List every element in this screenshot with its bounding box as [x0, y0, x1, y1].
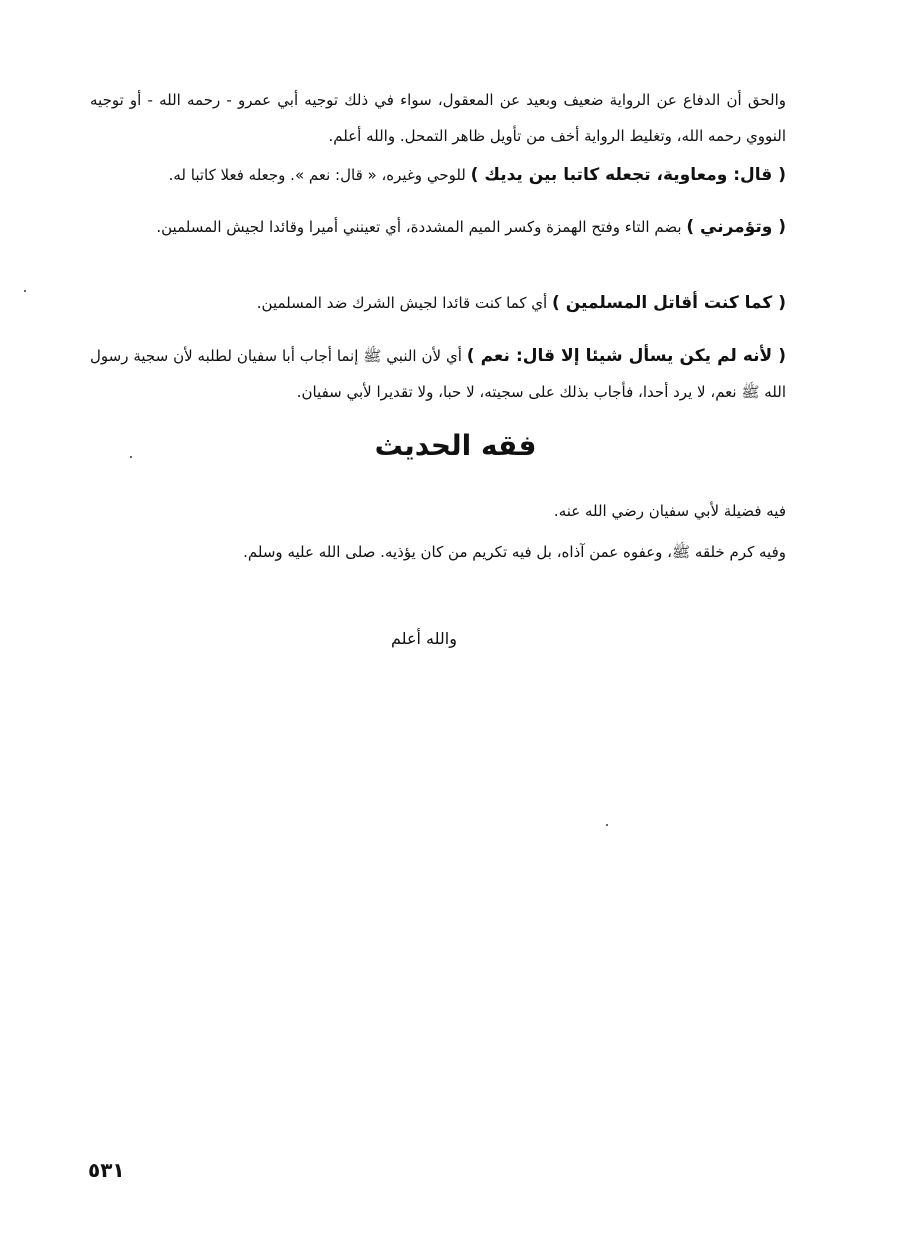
section-heading: فقه الحديث [374, 429, 537, 462]
commentary-line-2: الله - أو توجيه النووي رحمه الله، وتغليط الرواية أخف من تأويل ظاهر التمحل. والله أعلم. [90, 91, 786, 145]
commentary-paragraph-4 [90, 285, 786, 321]
commentary-paragraph-3 [90, 209, 786, 245]
commentary-text: للوحي وغيره، « قال: نعم ». وجعله فعلا كاتبا له. [168, 166, 466, 184]
commentary-line-1: والحق أن الدفاع عن الرواية ضعيف وبعيد عن المعقول، سواء في ذلك توجيه أبي عمرو - رحمه [187, 91, 786, 109]
closing-phrase: والله أعلم [391, 629, 457, 648]
scan-speck [130, 456, 132, 458]
commentary-paragraph-1 [90, 82, 786, 154]
commentary-paragraph-5 [90, 338, 786, 410]
fiqh-point-2: وفيه كرم خلقه ﷺ، وعفوه عمن آذاه، بل فيه تكريم من كان يؤذيه. صلى الله عليه وسلم. [243, 543, 786, 561]
hadith-quote: ( قال: ومعاوية، تجعله كاتبا بين يديك ) [470, 165, 786, 185]
hadith-quote: ( كما كنت أقاتل المسلمين ) [552, 293, 786, 313]
page-number: ٥٣١ [88, 1158, 125, 1182]
commentary-text: بضم التاء وفتح الهمزة وكسر الميم المشددة، أي تعينني أميرا وقائدا لجيش المسلمين. [156, 218, 682, 236]
commentary-text: أي كما كنت قائدا لجيش الشرك ضد المسلمين. [256, 294, 548, 312]
scan-speck [606, 824, 608, 826]
scan-speck [24, 290, 26, 292]
commentary-paragraph-2 [90, 157, 786, 193]
commentary-text: أي لأن النبي ﷺ إنما أجاب أبا سفيان لطلبه لأن سجية رسول الله ﷺ نعم، لا يرد أحدا، فأجاب بذلك على سجيته، لا حبا، ولا تقديرا لأبي سفيان. [90, 347, 786, 401]
hadith-quote: ( لأنه لم يكن يسأل شيئا إلا قال: نعم ) [466, 346, 786, 366]
fiqh-point-1: فيه فضيلة لأبي سفيان رضي الله عنه. [553, 502, 786, 520]
hadith-quote: ( وتؤمرني ) [686, 217, 786, 237]
